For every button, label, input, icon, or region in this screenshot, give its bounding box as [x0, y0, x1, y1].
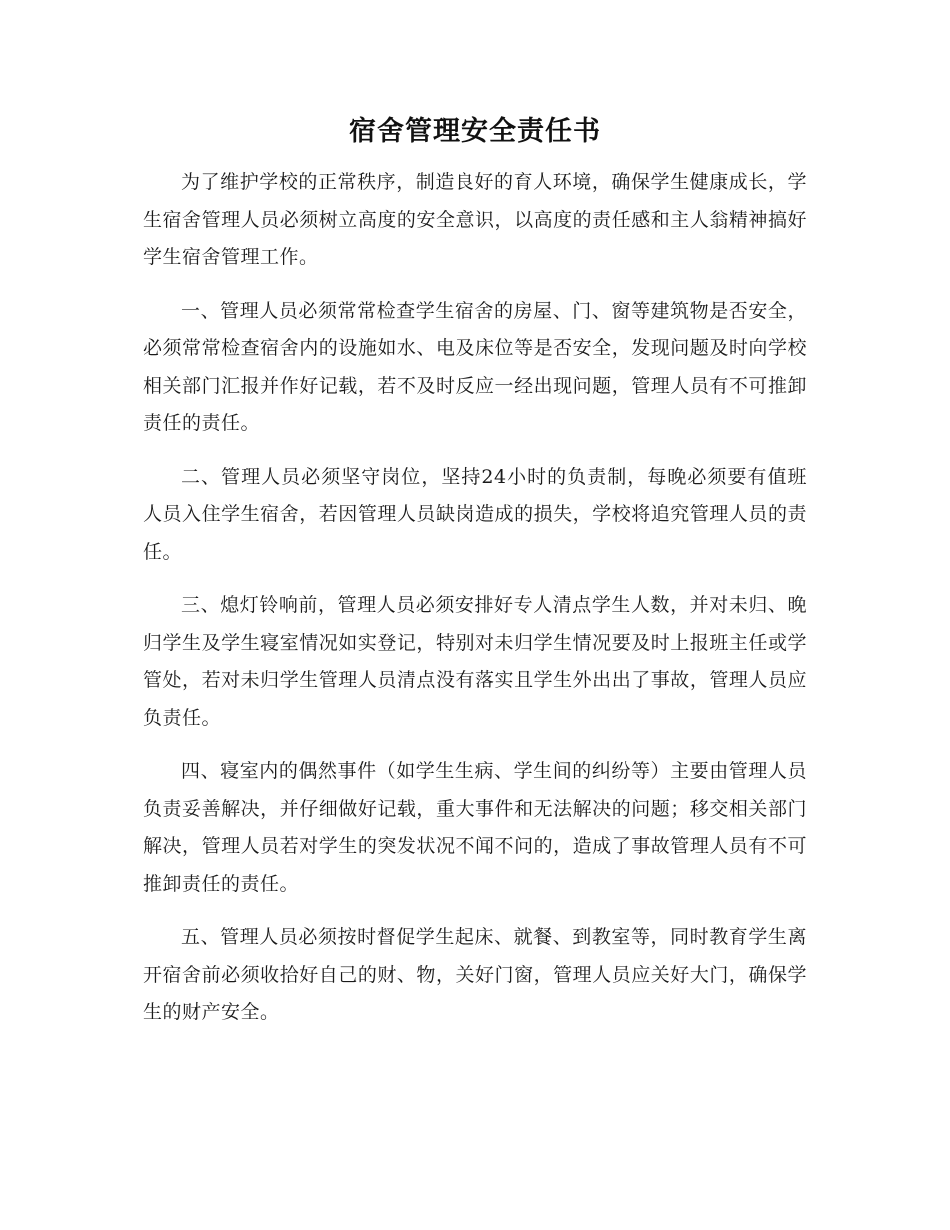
clause-paragraph-4: 四、寝室内的偶然事件（如学生生病、学生间的纠纷等）主要由管理人员负责妥善解决，并仔细做好记载，重大事件和无法解决的问题；移交相关部门解决，管理人员若对学生的突发状况不闻不问的，造成了事故管理人员有不可推卸责任的责任。	[143, 760, 807, 895]
document-title: 宿舍管理安全责任书	[349, 116, 601, 147]
intro-paragraph: 为了维护学校的正常秩序，制造良好的育人环境，确保学生健康成长，学生宿舍管理人员必须树立高度的安全意识，以高度的责任感和主人翁精神搞好学生宿舍管理工作。	[143, 171, 807, 268]
clause-paragraph-5: 五、管理人员必须按时督促学生起床、就餐、到教室等，同时教育学生离开宿舍前必须收拾好自己的财、物，关好门窗，管理人员应关好大门，确保学生的财产安全。	[143, 926, 807, 1023]
clause-paragraph-3: 三、熄灯铃响前，管理人员必须安排好专人清点学生人数，并对未归、晚归学生及学生寝室情况如实登记，特别对未归学生情况要及时上报班主任或学管处，若对未归学生管理人员清点没有落实且学生外出出了事故，管理人员应负责任。	[143, 594, 807, 729]
document-body	[143, 164, 807, 1048]
clause-paragraph-2: 二、管理人员必须坚守岗位，坚持24小时的负责制，每晚必须要有值班人员入住学生宿舍，若因管理人员缺岗造成的损失，学校将追究管理人员的责任。	[143, 465, 807, 563]
clause-paragraph-1: 一、管理人员必须常常检查学生宿舍的房屋、门、窗等建筑物是否安全，必须常常检查宿舍内的设施如水、电及床位等是否安全，发现问题及时向学校相关部门汇报并作好记载，若不及时反应一经出现问题，管理人员有不可推卸责任的责任。	[143, 299, 807, 434]
